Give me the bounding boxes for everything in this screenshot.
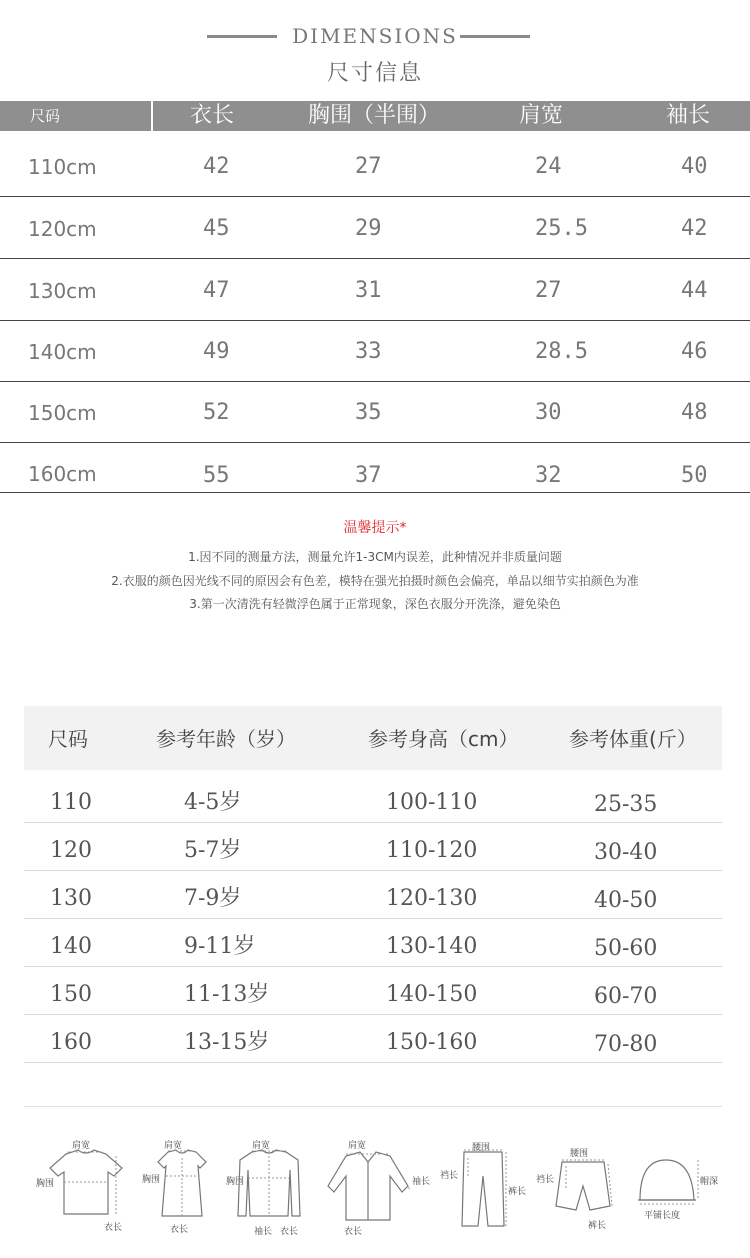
cell-weight: 50-60 (594, 936, 658, 961)
section-subtitle: 尺寸信息 (326, 61, 423, 86)
cell-length: 55 (203, 463, 230, 488)
table-row (24, 967, 722, 1015)
cell-size: 130 (50, 886, 92, 911)
label-depth: 帽深 (700, 1177, 719, 1187)
header-separator (151, 101, 153, 131)
label-chest: 胸围 (142, 1175, 161, 1185)
cell-age: 7-9岁 (184, 886, 242, 911)
cell-chest: 27 (355, 154, 382, 179)
size-table-header-chest: 胸围（半围） (308, 103, 441, 128)
cell-height: 100-110 (386, 790, 478, 815)
cell-weight: 40-50 (594, 888, 658, 913)
cell-size: 160cm (28, 462, 97, 486)
cell-chest: 31 (355, 278, 382, 303)
cell-sleeve: 40 (681, 154, 708, 179)
reference-header-size: 尺码 (48, 727, 88, 751)
notes-title: 温馨提示* (343, 520, 407, 536)
note-line: 1.因不同的测量方法，测量允许1-3CM内误差，此种情况并非质量问题 (188, 550, 562, 564)
table-row (0, 320, 750, 382)
pants-diagram (438, 1136, 532, 1236)
cell-weight: 30-40 (594, 840, 658, 865)
shirt-diagram (226, 1136, 312, 1236)
cell-chest: 35 (355, 400, 382, 425)
cell-size: 150cm (28, 401, 97, 425)
cell-weight: 25-35 (594, 792, 658, 817)
size-table-header-length: 衣长 (190, 103, 235, 128)
cell-height: 130-140 (386, 934, 478, 959)
label-length: 衣长 (104, 1223, 123, 1233)
cell-sleeve: 50 (681, 463, 708, 488)
cell-size: 110cm (28, 155, 97, 179)
cell-weight: 70-80 (594, 1032, 658, 1057)
cell-length: 47 (203, 278, 230, 303)
label-length: 衣长 (280, 1227, 299, 1237)
label-shoulder: 肩宽 (348, 1141, 367, 1151)
cell-height: 110-120 (386, 838, 478, 863)
hat-icon (632, 1150, 732, 1236)
label-sleeve: 袖长 (254, 1227, 273, 1237)
section-title: DIMENSIONS (292, 24, 458, 48)
cell-height: 120-130 (386, 886, 478, 911)
label-shoulder: 肩宽 (164, 1141, 183, 1151)
reference-table-header (24, 706, 722, 770)
cell-height: 150-160 (386, 1030, 478, 1055)
hat-diagram (632, 1150, 732, 1236)
shorts-icon (534, 1140, 628, 1236)
cell-weight: 60-70 (594, 984, 658, 1009)
table-row (24, 775, 722, 823)
cell-size: 120cm (28, 217, 97, 241)
label-hip: 裆长 (440, 1171, 459, 1181)
label-shoulder: 肩宽 (252, 1141, 271, 1151)
cell-sleeve: 42 (681, 216, 708, 241)
cell-size: 150 (50, 982, 92, 1007)
shorts-diagram (534, 1140, 628, 1236)
tshirt-diagram (36, 1136, 136, 1236)
label-sleeve: 袖长 (412, 1177, 431, 1187)
cell-shoulder: 32 (535, 463, 562, 488)
cell-age: 5-7岁 (184, 838, 242, 863)
table-row (0, 135, 750, 197)
reference-header-weight: 参考体重(斤） (569, 727, 697, 751)
table-row (24, 1015, 722, 1063)
pants-icon (438, 1136, 532, 1236)
cell-size: 140 (50, 934, 92, 959)
label-shoulder: 肩宽 (72, 1141, 91, 1151)
label-length: 衣长 (170, 1225, 189, 1235)
label-chest: 胸围 (226, 1177, 245, 1187)
label-waist: 腰围 (472, 1143, 491, 1153)
cell-chest: 29 (355, 216, 382, 241)
cell-size: 160 (50, 1030, 92, 1055)
table-row (24, 823, 722, 871)
cell-length: 49 (203, 339, 230, 364)
cell-length: 45 (203, 216, 230, 241)
label-chest: 胸围 (36, 1179, 55, 1189)
cell-shoulder: 27 (535, 278, 562, 303)
cell-height: 140-150 (386, 982, 478, 1007)
tshirt-icon (36, 1136, 136, 1236)
label-hip: 裆长 (536, 1175, 555, 1185)
cell-shoulder: 24 (535, 154, 562, 179)
cell-sleeve: 46 (681, 339, 708, 364)
table-row (0, 259, 750, 321)
shirt-icon (226, 1136, 312, 1236)
table-row (0, 197, 750, 259)
jacket-icon (318, 1136, 436, 1236)
size-table-header (0, 101, 750, 131)
jacket-diagram (318, 1136, 436, 1236)
cell-age: 11-13岁 (184, 982, 270, 1007)
cell-chest: 37 (355, 463, 382, 488)
dress-icon (142, 1136, 222, 1236)
cell-shoulder: 25.5 (535, 216, 588, 241)
cell-sleeve: 44 (681, 278, 708, 303)
table-row (24, 919, 722, 967)
dress-diagram (142, 1136, 222, 1236)
size-table-header-shoulder: 肩宽 (519, 103, 564, 128)
label-length: 衣长 (344, 1227, 363, 1237)
table-row (0, 443, 750, 493)
cell-age: 9-11岁 (184, 934, 256, 959)
cell-size: 120 (50, 838, 92, 863)
cell-length: 52 (203, 400, 230, 425)
cell-size: 110 (50, 790, 92, 815)
cell-shoulder: 30 (535, 400, 562, 425)
cell-sleeve: 48 (681, 400, 708, 425)
label-length: 裤长 (588, 1221, 607, 1231)
reference-table-bottom-line (24, 1106, 722, 1107)
cell-length: 42 (203, 154, 230, 179)
label-width: 平铺长度 (644, 1211, 681, 1221)
reference-header-height: 参考身高（cm） (368, 727, 519, 751)
label-length: 裤长 (508, 1187, 527, 1197)
size-table-header-size: 尺码 (30, 107, 61, 125)
cell-size: 130cm (28, 279, 97, 303)
cell-chest: 33 (355, 339, 382, 364)
table-row (0, 381, 750, 443)
table-row (24, 871, 722, 919)
cell-shoulder: 28.5 (535, 339, 588, 364)
reference-header-age: 参考年龄（岁） (156, 727, 296, 751)
label-waist: 腰围 (570, 1149, 589, 1159)
cell-age: 13-15岁 (184, 1030, 270, 1055)
note-line: 3.第一次清洗有轻微浮色属于正常现象，深色衣服分开洗涤，避免染色 (189, 597, 561, 611)
size-table-header-sleeve: 袖长 (666, 103, 711, 128)
note-line: 2.衣服的颜色因光线不同的原因会有色差，模特在强光拍摄时颜色会偏亮，单品以细节实拍颜色为准 (111, 574, 639, 588)
cell-size: 140cm (28, 340, 97, 364)
cell-age: 4-5岁 (184, 790, 242, 815)
